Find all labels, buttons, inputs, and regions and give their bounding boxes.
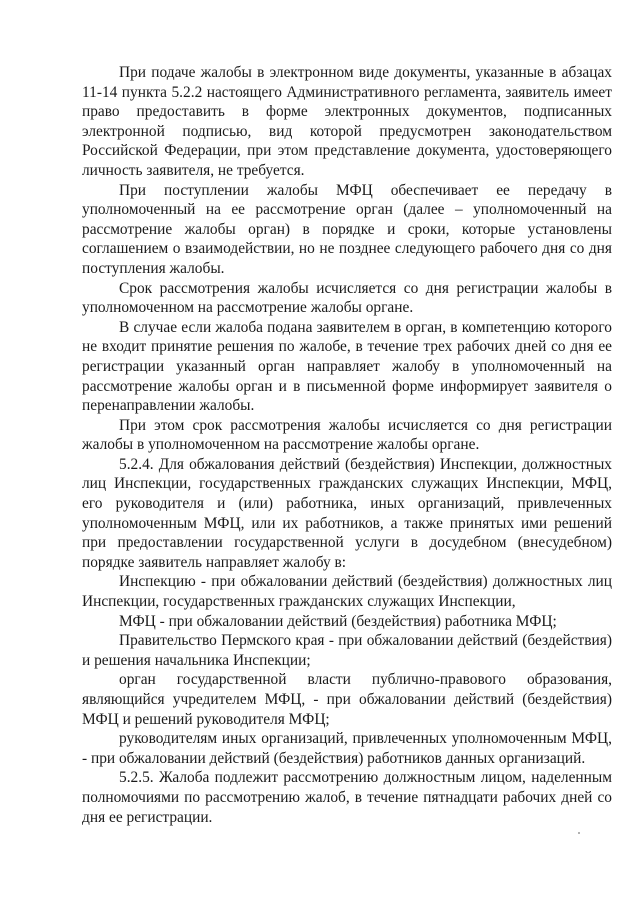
paragraph-review-period: Срок рассмотрения жалобы исчисляется со дня регистрации жалобы в уполномоченном на рассмотрение жалобы органе. bbox=[82, 279, 612, 317]
paragraph-other-organizations: руководителям иных организаций, привлеченных уполномоченным МФЦ, - при обжаловании действий (бездействия) работников данных организаций. bbox=[82, 730, 612, 767]
paragraph-electronic-submission: При подаче жалобы в электронном виде документы, указанные в абзацах 11-14 пункта 5.2.2 настоящего Административного регламента, заявитель имеет право предоставить в форме электронных документов, подписанных электронной подписью, вид которой предусмотрен законодательством Российской Федерации, при этом представление документа, удостоверяющего личность заявителя, не требуется. bbox=[82, 64, 612, 179]
paragraph-5-2-4: 5.2.4. Для обжалования действий (бездействия) Инспекции, должностных лиц Инспекции, государственных гражданских служащих Инспекции, МФЦ, его руководителя и (или) работника, иных организаций, привлеченных уполномоченным МФЦ, или их работников, а также принятых ими решений при предоставлении государственной услуги в досудебном (внесудебном) порядке заявитель направляет жалобу в: bbox=[82, 455, 612, 571]
paragraph-government: Правительство Пермского края - при обжаловании действий (бездействия) и решения начальника Инспекции; bbox=[82, 632, 612, 669]
paragraph-mfc: МФЦ - при обжаловании действий (бездействия) работника МФЦ; bbox=[119, 612, 557, 630]
scan-speck bbox=[578, 832, 580, 834]
paragraph-redirect: В случае если жалоба подана заявителем в орган, в компетенцию которого не входит принятие решения по жалобе, в течение трех рабочих дней со дня ее регистрации указанный орган направляет жалобу в уполномоченный на рассмотрение жалобы орган и в письменной форме информирует заявителя о перенаправлении жалобы. bbox=[82, 318, 612, 415]
paragraph-founder-body: орган государственной власти публично-правового образования, являющийся учредителем МФЦ, - при обжаловании действий (бездействия) МФЦ и решений руководителя МФЦ; bbox=[82, 671, 612, 728]
paragraph-5-2-5: 5.2.5. Жалоба подлежит рассмотрению должностным лицом, наделенным полномочиями по рассмотрению жалоб, в течение пятнадцати рабочих дней со дня ее регистрации. bbox=[82, 769, 612, 826]
paragraph-mfc-transfer: При поступлении жалобы МФЦ обеспечивает ее передачу в уполномоченный на ее рассмотрение орган (далее – уполномоченный на рассмотрение жалобы орган) в порядке и сроки, которые установлены соглашением о взаимодействии, но не позднее следующего рабочего дня со дня поступления жалобы. bbox=[82, 181, 612, 277]
paragraph-redirect-period: При этом срок рассмотрения жалобы исчисляется со дня регистрации жалобы в уполномоченном на рассмотрение жалобы органе. bbox=[82, 416, 612, 454]
paragraph-inspection: Инспекцию - при обжаловании действий (бездействия) должностных лиц Инспекции, государственных гражданских служащих Инспекции, bbox=[82, 573, 612, 611]
document-body bbox=[82, 63, 612, 827]
